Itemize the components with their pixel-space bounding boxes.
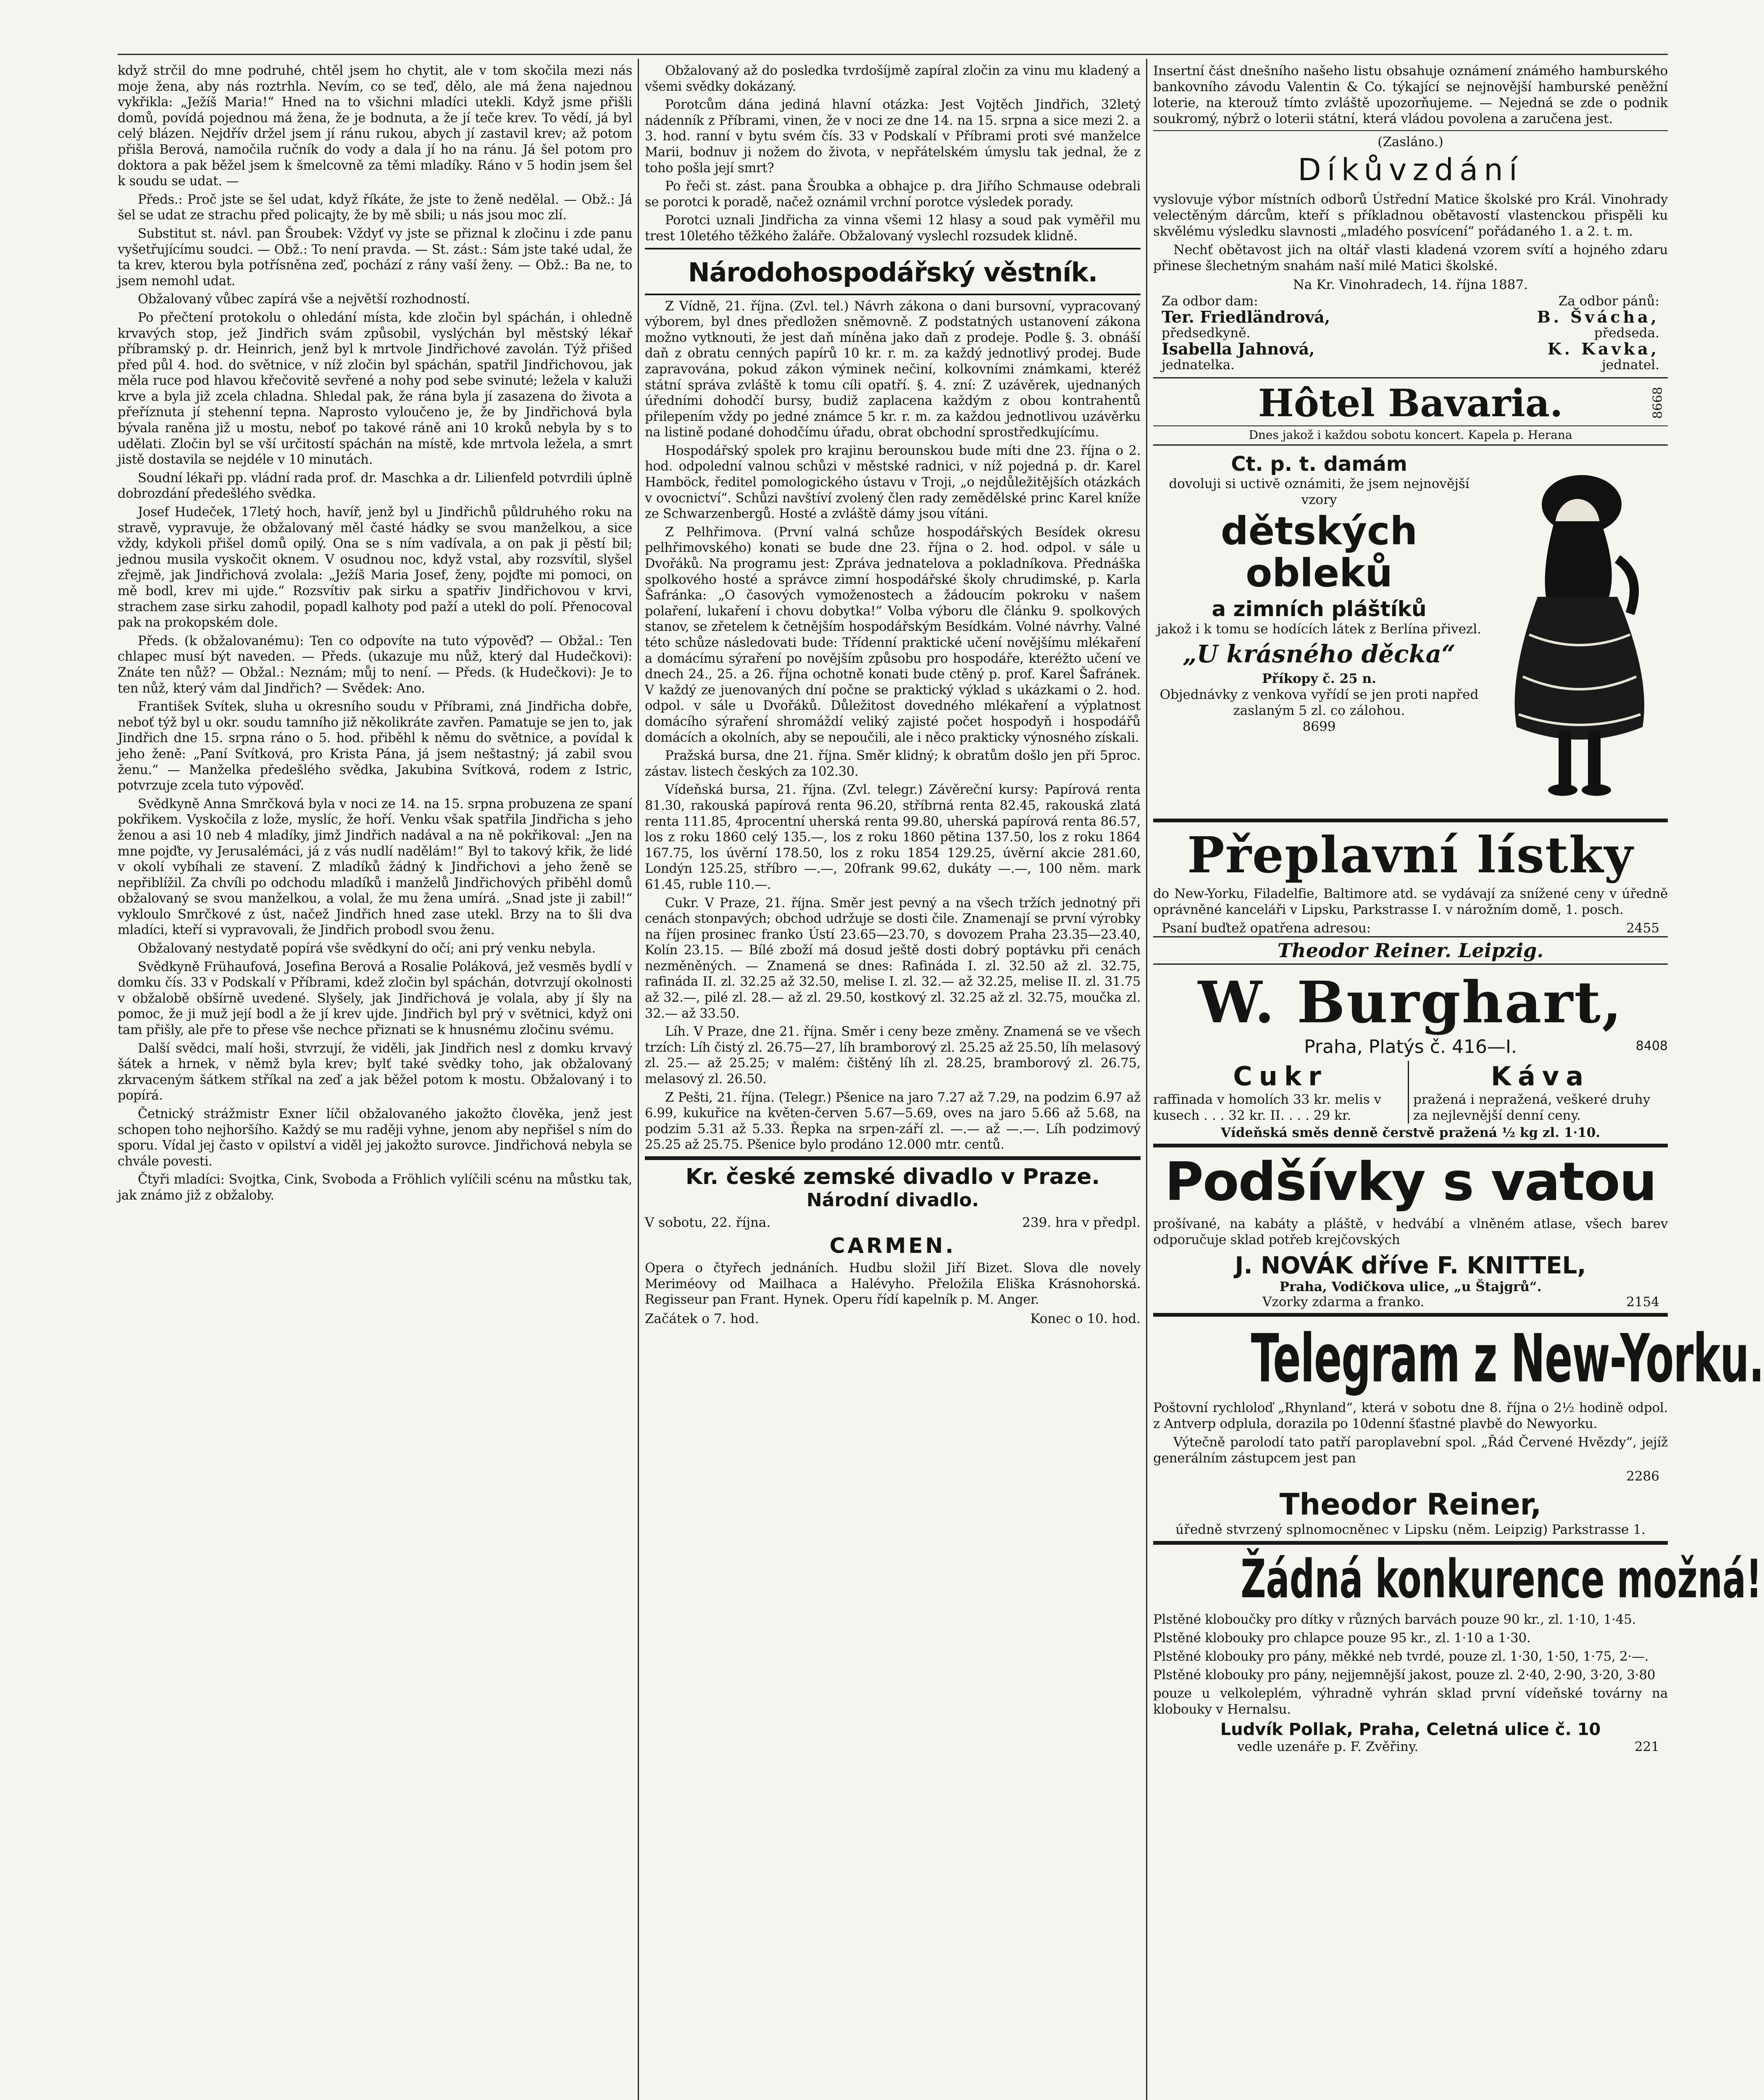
theatre-end: Konec o 10. hod.: [1030, 1311, 1141, 1326]
reiner-name: Theodor Reiner,: [1279, 1487, 1542, 1522]
pollak-footer: [1153, 1739, 1668, 1754]
sig-left-2-role: jednatelka.: [1162, 357, 1235, 373]
burghart-products: [1153, 1061, 1668, 1124]
theatre-rule: [645, 1156, 1141, 1160]
burghart-sugar: [1153, 1061, 1408, 1124]
theatre-date: V sobotu, 22. října.: [645, 1215, 771, 1230]
col1-para: Svědkyně Anna Smrčková byla v noci ze 14. na 15. srpna probuzena ze spaní pokřikem. Vyskočila z lože, myslíc, že hoří. Venku však spatřila Jindřicha s jeho ženou a asi 10 neb 4 mladíky, jimž Jindřich nadával a na ně pokřikoval: „Jen na mne pojďte, vy Jerusalémáci, já z vás nudlí nadělám!“ Byl to takový křik, že lidé v okolí vybíhali ze stavení. Z mladíků žádný k Jindřichovi a jeho ženě se nepřiblížil. Za chvíli po odchodu mladíků i manželů Jindřichových přiběhl domů obžalovaný se svou manželkou, a volal, že mu žena umírá. „Snad jste ji zabil!“ vykloulo Smrčkové z úst, načež Jindřich hned zase utekl. Brzy na to šli dva mladíci, kteří si vypravovali, že Jindřich probodl svou ženu.: [118, 796, 632, 938]
column-rule-1: [638, 59, 639, 2100]
column-1: [118, 63, 632, 2100]
col1-para: Další svědci, malí hoši, stvrzují, že viděli, jak Jindřich nesl z domku krvavý šátek a hrnek, v němž byla krev; bylť také svědky toho, jak obžalovaný zkrvaceným šátkem stříkal na zeď a jak běžel potom k mostu. Obžalovaný i to popírá.: [118, 1041, 632, 1103]
sig-left-head: Za odbor dam:: [1162, 294, 1258, 309]
hat-line: Plstěné kloboučky pro dítky v různých barvách pouze 90 kr., zl. 1·10, 1·45.: [1153, 1612, 1636, 1627]
col1-para: František Svítek, sluha u okresního soudu v Příbrami, zná Jindřicha dobře, neboť týž byl u okr. soudu tamního již několikráte zavřen. Pamatuje se jen to, jak Jindřich dne 15. srpna ráno o 5. hod. přiběhl k němu do světnice, a povídal k jeho ženě: „Paní Svítková, pro Krista Pána, já jsem neštastný; já zabil svou ženu.“ — Manželka předešlého svědka, Jakubina Svítková, rodem z Istric, potvrzuje zcela tuto výpověď.: [118, 699, 632, 793]
passage-tickets-title: Přeplavní lístky: [1187, 826, 1634, 884]
hotel-name: Hôtel Bavaria.: [1258, 381, 1563, 425]
col1-para: Po přečtení protokolu o ohledání místa, kde zločin byl spáchán, i ohledně krvavých stop, jež Jindřich svám způsobil, vyslýchán byl městský lékař příbramský p. dr. Heinrich, jenž byl k mrtvole Jindřichové zavolán. Týž přišed před půl 4. hod. do světnice, v níž zločin byl spáchán, spatřil Jindřichovou, jak měla ruce pod hlavou křečovitě sevřené a nohy pod sebe svinuté; ležela v kaluži krve a byla již zcela chladna. Shledal pak, že rána byla jí zasazena do života a přeříznuta jí stehenní tepna. Naprosto vyloučeno je, že by Jindřichová byla bývala raněna již u mostu, neboť po takové ráně ani 10 kroků nebyla by s to udělati. Zločin byl se vší určitostí spáchán na místě, kde mrtvola ležela, a smrt jistě dostavila se nejdéle v 10 minutách.: [118, 310, 632, 467]
linings-title: Podšívky s vatou: [1165, 1151, 1656, 1213]
pollak-sub: vedle uzenáře p. F. Zvěřiny.: [1237, 1739, 1419, 1754]
sig-left-1: Ter. Friedländrová,: [1162, 307, 1330, 326]
burghart-footer: Vídeňská směs denně čerstvě pražená ½ kg zl. 1·10.: [1220, 1125, 1601, 1140]
childrens-clothes-ad: [1153, 450, 1668, 815]
ad-rule: [1153, 1313, 1668, 1317]
dam-big: dětských obleků: [1220, 509, 1418, 596]
passage-letters-row: [1153, 920, 1668, 936]
econ-para: Hospodářský spolek pro krajinu berounskou bude míti dne 23. října o 2. hod. odpolední valnou schůzi v městské radnici, v níž pojedná p. dr. Karel Hamböck, ředitel pomologického ústavu v Troji, „o nejdůležitějších otázkách v ovocnictví“. Schůzi navštíví zvolený člen rady zemědělské princ Karel kníže ze Schwarzenbergů. Hosté a zvláště dámy jsou vítáni.: [645, 443, 1141, 522]
burghart-coffee-heading: Káva: [1491, 1061, 1590, 1092]
pollak-number: 221: [1634, 1739, 1659, 1754]
theatre-date-row: [645, 1214, 1141, 1231]
signature-row-1: [1153, 309, 1668, 325]
sig-right-head: Za odbor pánů:: [1558, 294, 1659, 309]
column-3-ads: [1153, 63, 1764, 2100]
econ-para: Líh. V Praze, dne 21. října. Směr i ceny beze změny. Znamená se ve všech trzích: Líh čistý zl. 26.75—27, líh bramborový zl. 25.25 až 25.50, líh melasový zl. 25.— až 25.25; v malém: čištěný líh zl. 28.25, bramborový zl. 26.75, melasový zl. 26.50.: [645, 1024, 1141, 1087]
dam-mid: a zimních pláštíků: [1212, 597, 1427, 621]
hat-line: Plstěné klobouky pro chlapce pouze 95 kr., zl. 1·10 a 1·30.: [1153, 1630, 1531, 1646]
theatre-notice: [645, 1164, 1141, 1327]
novak-address: Praha, Vodičkova ulice, „u Štajgrů“.: [1279, 1279, 1542, 1294]
hat-line: Plstěné klobouky pro pány, nejjemnější jakost, pouze zl. 2·40, 2·90, 3·20, 3·80: [1153, 1667, 1656, 1683]
novak-sub: Vzorky zdarma a franko.: [1262, 1294, 1425, 1310]
no-competition-title: Žádná konkurence možná!: [1241, 1548, 1762, 1610]
econ-para: Vídeňská bursa, 21. října. (Zvl. telegr.) Závěreční kursy: Papírová renta 81.30, rakouská papírová renta 96.20, stříbrná renta 82.45, rakouská zlatá renta 111.85, 4procentní uherská renta 99.80, uherská papírová renta 86.57, los z roku 1860 celý 135.—, los z roku 1860 pětina 137.50, los z roku 1864 167.75, los úvěrní 178.50, los z roku 1854 129.25, úvěrní akcie 281.60, Londýn 125.25, stříbro —.—, 20frank 99.62, dukáty —.—, 100 něm. mark 61.45, ruble 110.—.: [645, 782, 1141, 892]
ad-rule: [1153, 1144, 1668, 1147]
signature-roles-1: [1153, 325, 1668, 341]
sig-right-1-role: předseda.: [1594, 326, 1659, 341]
hat-line: pouze u velkoleplém, výhradně vyhrán sklad první vídeňské továrny na klobouky v Hernalsu.: [1153, 1686, 1668, 1717]
novak-name: J. NOVÁK dříve F. KNITTEL,: [1235, 1252, 1586, 1279]
dam-firm: Ct. p. t. damám: [1231, 452, 1407, 476]
passage-letters: Psaní buďtež opatřena adresou:: [1162, 921, 1371, 936]
thanks-title: Díkůvzdání: [1298, 152, 1523, 187]
dam-lead-2: jakož i k tomu se hodících látek z Berlína přivezl.: [1157, 622, 1482, 637]
theatre-subtitle: Národní divadlo.: [806, 1189, 979, 1211]
telegram-text: Poštovní rychloloď „Rhynland“, která v sobotu dne 8. října o 2½ hodině odpol. z Antverp odplula, dorazila po 10denní šťastné plavbě do Newyorku.: [1153, 1400, 1668, 1431]
burghart-address: Praha, Platýs č. 416—I.: [1304, 1036, 1517, 1058]
telegram-title: Telegram z New-Yorku.: [1251, 1320, 1764, 1397]
col1-para: Předs. (k obžalovanému): Ten co odpovíte na tuto výpověď? — Obžal.: Ten chlapec musí být naveden. — Předs. (ukazuje mu nůž, který dal Hudečkovi): Znáte ten nůž? — Obžal.: Neznám; můj to není. — Předs. (k Hudečkovi): Je to ten nůž, který vám dal Jindřich? — Svědek: Ano.: [118, 633, 632, 696]
insert-note: Insertní část dnešního našeho listu obsahuje oznámení známého hamburského bankovního závodu Valentin & Co. týkající se nejnovější hamburské peněžní loterie, na kterouž tímto zvláště upozorňujeme. — Nejedná se zde o podnik soukromý, nýbrž o loterii státní, která vládou povolena a zaručena jest.: [1153, 63, 1668, 126]
telegram-number: 2286: [1626, 1469, 1659, 1484]
burghart-address-row: [1153, 1036, 1668, 1058]
hotel-ad-number: 8668: [1651, 387, 1665, 419]
ad-rule: [1153, 130, 1668, 131]
sig-left-2: Isabella Jahnová,: [1162, 339, 1315, 358]
novak-footer: [1153, 1294, 1668, 1310]
dam-number: 8699: [1302, 719, 1336, 734]
theatre-times: [645, 1310, 1141, 1327]
dam-tail: Objednávky z venkova vyřídí se jen proti napřed zaslaným 5 zl. co zálohou.: [1159, 687, 1479, 718]
col1-para: Čtyři mladíci: Svojtka, Cink, Svoboda a Fröhlich vylíčili scénu na můstku tak, jak známo již z obžaloby.: [118, 1172, 632, 1203]
section-rule: [645, 294, 1141, 295]
thanks-date: Na Kr. Vinohradech, 14. října 1887.: [1293, 277, 1528, 292]
ad-rule: [1153, 1541, 1668, 1545]
top-rule: [118, 54, 1668, 55]
signature-row-2: [1153, 341, 1668, 357]
passage-tickets-text: do New-Yorku, Filadelfie, Baltimore atd. se vydávají za snížené ceny v úředně oprávněné kanceláři v Lipsku, Parkstrasse I. v nárožním domě, 1. posch.: [1153, 886, 1668, 917]
col1-para: Předs.: Proč jste se šel udat, když říkáte, že jste to ženě nedělal. — Obž.: Já šel se udat ze strachu před policajty, že by mě sbili; u nás jsou moc zlí.: [118, 192, 632, 223]
col1-para: Soudní lékaři pp. vládní rada prof. dr. Maschka a dr. Lilienfeld potvrdili úplně dobrozdání předešlého svědka.: [118, 470, 632, 501]
theatre-perf: 239. hra v předpl.: [1022, 1215, 1141, 1230]
novak-number: 2154: [1626, 1294, 1659, 1310]
reiner-sub: úředně stvrzený splnomocněnec v Lipsku (něm. Leipzig) Parkstrasse 1.: [1175, 1522, 1646, 1537]
col1-para: Josef Hudeček, 17letý hoch, havíř, jenž byl u Jindřichů půldruhého roku na stravě, vypravuje, že obžalovaný měl časté hádky se svou manželkou, a sice vždy, kdykoli přišel domů opilý. Ona se s ním vadívala, a on pak ji pěstí bil; jednou musila vyskočit oknem. V osudnou noc, když vstal, aby rozsvítil, slyšel zřejmě, jak Jindřichová zvolala: „Ježíš Maria Josef, ženy, pojďte mi pomoci, on mě bodl, krev mi ujde.“ Rozsvítiv pak sirku a spatřiv Jindřichovou v krvi, strachem zase sirku zahodil, popadl kalhoty pod paží a utekl do polí. Přenocoval pak na prokopském dole.: [118, 505, 632, 630]
hat-line: Plstěné klobouky pro pány, měkké neb tvrdé, pouze zl. 1·30, 1·50, 1·75, 2·—.: [1153, 1649, 1649, 1664]
signature-heads: [1153, 293, 1668, 309]
col1-para: Obžalovaný nestydatě popírá vše svědkyní do očí; ani prý venku nebyla.: [138, 941, 596, 956]
col1-para: Svědkyně Frühaufová, Josefina Berová a Rosalie Poláková, jež vesměs bydlí v domku čís. 33 v Podskalí v Příbrami, kdež zločin byl spáchán, dotvrzují okolnosti v obžalobě obšírně uvedené. Slyšely, jak Jindřichová je volala, aby jí šly na pomoc, že ji muž její bodl a že jí krev ujde. Jindřich byl prý v světnici, když oni tam přišly, ale pře to přese vše nechce přiznati se k hnusnému zločinu svému.: [118, 959, 632, 1038]
ad-rule: [1153, 819, 1668, 822]
dam-lead: dovoluji si uctivě oznámiti, že jsem nejnovější vzory: [1169, 476, 1470, 507]
trial-para: Porotcům dána jediná hlavní otázka: Jest Vojtěch Jindřich, 32letý nádenník z Příbrami, vinen, že v noci ze dne 14. na 15. srpna a sice mezi 2. a 3. hod. ranní v bytu svém čís. 33 v Podskalí v Příbrami proti své manželce Marii, bodnuv ji nožem do života, v nepřátelském úmyslu tak jednal, že z toho pošla její smrt?: [645, 97, 1141, 176]
girl-illustration: [1491, 458, 1664, 803]
econ-para: Z Vídně, 21. října. (Zvl. tel.) Návrh zákona o dani bursovní, vypracovaný výborem, byl dnes předložen sněmovně. Z podstatných ustanovení zákona možno vytknouti, že jest daň míněna jako daň z prodeje. Podle §. 3. obnáší daň z obratu cenných papírů 10 kr. r. m. za každý jednotlivý prodej. Bude zapravována, pokud zákon výminek nečiní, kolkovními známkami, kteréž státní správa zvláště k tomu cíli opatří. §. 4. zní: Z uzávěrek, ujednaných úředními dohodčí bursy, budiž zaplacena každým z obou kontrahentů přilepením vždy po jedné známce 5 kr. r. m. za každou jednotlivou uzávěrku na listině podané dohodčímu úřadu, obrat obchodní sprostředkujícímu.: [645, 299, 1141, 440]
reiner-leipzig: Theodor Reiner. Leipzig.: [1153, 936, 1668, 965]
trial-para: Po řeči st. zást. pana Šroubka a obhajce p. dra Jiřího Schmause odebrali se porotci k poradě, načež oznámil vrchní porotce výsledek porady.: [645, 179, 1141, 210]
signature-roles-2: [1153, 357, 1668, 373]
linings-text: prošívané, na kabáty a pláště, v hedvábí a vlněném atlase, všech barev odporučuje sklad potřeb krejčovských: [1153, 1216, 1668, 1247]
burghart-coffee: [1408, 1061, 1668, 1124]
sig-left-1-role: předsedkyně.: [1162, 326, 1251, 341]
dam-shop-name: „U krásného děcka“: [1183, 640, 1456, 668]
telegram-text-2: Výtečně parolodí tato patří paroplavební spol. „Řád Červené Hvězdy“, jejíž generálním zástupcem jest pan: [1153, 1435, 1668, 1466]
pollak-name: Ludvík Pollak, Praha, Celetná ulice č. 10: [1220, 1720, 1601, 1739]
econ-para: Z Pelhřimova. (První valná schůze hospodářských Besídek okresu pelhřimovského) konati se bude dne 23. října o 2. hod. odpol. v sále u Dvořáků. Na programu jest: Zpráva jednatelova a pokladníkova. Přednáška spolkového hosté a správce zimní hospodářské školy chrudimské, p. Karla Šafránka: „O časových vymoženostech a žádoucím pokroku v našem polaření, lukaření i chovu dobytka!“ Volba výboru dle článku 9. spolkových stanov, se zřetelem k četnějším hospodářským Besídkám. Volné návrhy. Valné této schůze následovati bude: Třídenní praktické učení novějšímu mlékaření a domácímu sýraření po novějším způsobu pro hospodáře, kteréžto učení ve dnech 24., 25. a 26. října ochotně konati bude ctěný p. prof. Karel Šafránek. V každý ze juenovaných dní počne se praktický výklad s ukázkami o 2. hod. odpol. v sále u Dvořáků. Důležitost dovedného mlékaření a výplatnost domácího sýraření shromáždí veliký zajisté počet hospodyň i hospodářů domácích a okolních, aby se nepoučili, ale i něco prakticky výnosného získali.: [645, 525, 1141, 745]
sig-right-2-role: jednatel.: [1602, 357, 1659, 373]
theatre-play: CARMEN.: [829, 1234, 956, 1258]
theatre-title: Kr. české zemské divadlo v Praze.: [685, 1164, 1100, 1189]
column-2: [645, 63, 1141, 2100]
econ-para: Pražská bursa, dne 21. října. Směr klidný; k obratům došlo jen při 5proc. zástav. listech českých za 102.30.: [645, 748, 1141, 779]
col1-para: Obžalovaný vůbec zapírá vše a největší rozhodností.: [138, 292, 470, 307]
econ-para: Z Pešti, 21. října. (Telegr.) Pšenice na jaro 7.27 až 7.29, na podzim 6.97 až 6.99, kukuřice na květen-červen 5.67—5.69, oves na jaro 5.66 až 5.68, na podzim 5.31 až 5.33. Řepka na srpen-září zl. —.— až —.—. Líh podzimový 25.25 až 25.75. Pšenice bylo prodáno 12.000 mtr. centů.: [645, 1090, 1141, 1152]
hotel-bavaria-ad: [1153, 377, 1668, 446]
section-title: Národohospodářský věstník.: [688, 257, 1098, 288]
burghart-number: 8408: [1635, 1039, 1668, 1053]
passage-number: 2455: [1626, 921, 1659, 936]
theatre-desc: Opera o čtyřech jednáních. Hudbu složil Jiří Bizet. Slova dle novely Meriméovy od Mailhaca a Halévyho. Přeložila Eliška Krásnohorská. Regisseur pan Frant. Hynek. Operu řídí kapelník p. M. Anger.: [645, 1261, 1141, 1307]
hotel-subtitle: Dnes jakož i každou sobotu koncert. Kapela p. Herana: [1153, 425, 1668, 442]
theatre-start: Začátek o 7. hod.: [645, 1311, 759, 1326]
column-rule-2: [1146, 59, 1147, 2100]
thanks-text-2: Nechť obětavost jich na oltář vlasti kladená vzorem svítí a hojného zdaru přinese šlechetným snahám naší milé Matici školské.: [1153, 242, 1668, 273]
burghart-coffee-text: pražená i nepražená, veškeré druhy za nejlevnější denní ceny.: [1413, 1092, 1651, 1123]
trial-para: Porotci uznali Jindřicha za vinna všemi 12 hlasy a soud pak vyměřil mu trest 10letého těžkého žaláře. Obžalovaný vyslechl rozsudek klidně.: [645, 213, 1141, 244]
dam-address: Příkopy č. 25 n.: [1262, 671, 1376, 686]
section-rule: [645, 248, 1141, 249]
thanks-text: vyslovuje výbor místních odborů Ústřední Matice školské pro Král. Vinohrady velectěným dárcům, kteří s příkladnou obětavostí vlastenckou přispěli ku skvělému výsledku slavnosti „mladého posvícení“ pořádaného 1. a 2. t. m.: [1153, 192, 1668, 239]
zaslano-label: (Zasláno.): [1378, 134, 1443, 150]
col1-para: Substitut st. návl. pan Šroubek: Vždyť vy jste se přiznal k zločinu i zde panu vyšetřujícímu soudci. — Obž.: To není pravda. — St. zást.: Sám jste také udal, že ta krev, kterou byla potřísněna zeď, pochází z rány vaší ženy. — Obž.: Ba ne, to jsem nemohl udat.: [118, 226, 632, 289]
childrens-ad-text: [1153, 450, 1485, 735]
econ-para: Cukr. V Praze, 21. října. Směr jest pevný a na všech tržích jednotný při cenách stonpavých; obchod udržuje se dosti čile. Znamenají se první výrobky na říjen prosinec franko Ústí 23.65—23.70, s dovozem Praha 23.35—23.40, Kolín 23.15. — Bílé zboží má dosud ještě dosti dobrý poptávku při cenách nezměněných. — Znamená se dnes: Rafináda I. zl. 32.50 až zl. 32.75, rafináda II. zl. 32.25 až 32.50, melise I. zl. 32.— až 32.25, melise II. zl. 31.75 až 32.—, pilé zl. 28.— až zl. 29.50, kostkový zl. 32.25 až zl. 32.75, moučka zl. 32.— až 33.50.: [645, 895, 1141, 1021]
col1-para: Četnický strážmistr Exner líčil obžalovaného jakožto člověka, jenž jest schopen toho nejhoršího. Každý se mu raději vyhne, jenom aby nepřišel s ním do sporu. Vídal jej často v opilství a viděl jej jakožto surovce. Jindřichová nebyla se chvále povesti.: [118, 1107, 632, 1169]
sig-right-2: K. Kavka,: [1547, 339, 1659, 358]
trial-para: Obžalovaný až do posledka tvrdošíjmě zapíral zločin za vinu mu kladený a všemi svědky dokázaný.: [645, 63, 1141, 94]
burghart-title: W. Burghart,: [1198, 969, 1623, 1036]
burghart-sugar-heading: Cukr: [1233, 1061, 1328, 1092]
col1-para: když strčil do mne podruhé, chtěl jsem ho chytit, ale v tom skočila mezi nás moje žena, aby nás roztrhla. Nevím, co se teď, dělo, ale má žena najednou vykřikla: „Ježíš Maria!“ Hned na to všichni mladíci utekli. Když jsme přišli domů, povídá pojednou má žena, že je bodnuta, a že jí teče krev. To vědí, já byl celý blázen. Nejdřív držel jsem jí ránu rukou, abych jí zastavil krev; až potom přišla Berová, namočila ručník do vody a dala jí ho na ránu. Já šel potom pro doktora a pak běžel jsem k šmelcovně za těmi mladíky. Ráno v 5 hodin jsem šel k soudu se udat. —: [118, 63, 632, 189]
sig-right-1: B. Švácha,: [1537, 307, 1659, 326]
burghart-sugar-text: raffinada v homolích 33 kr. melis v kusech . . . 32 kr. II. . . . 29 kr.: [1153, 1092, 1381, 1123]
